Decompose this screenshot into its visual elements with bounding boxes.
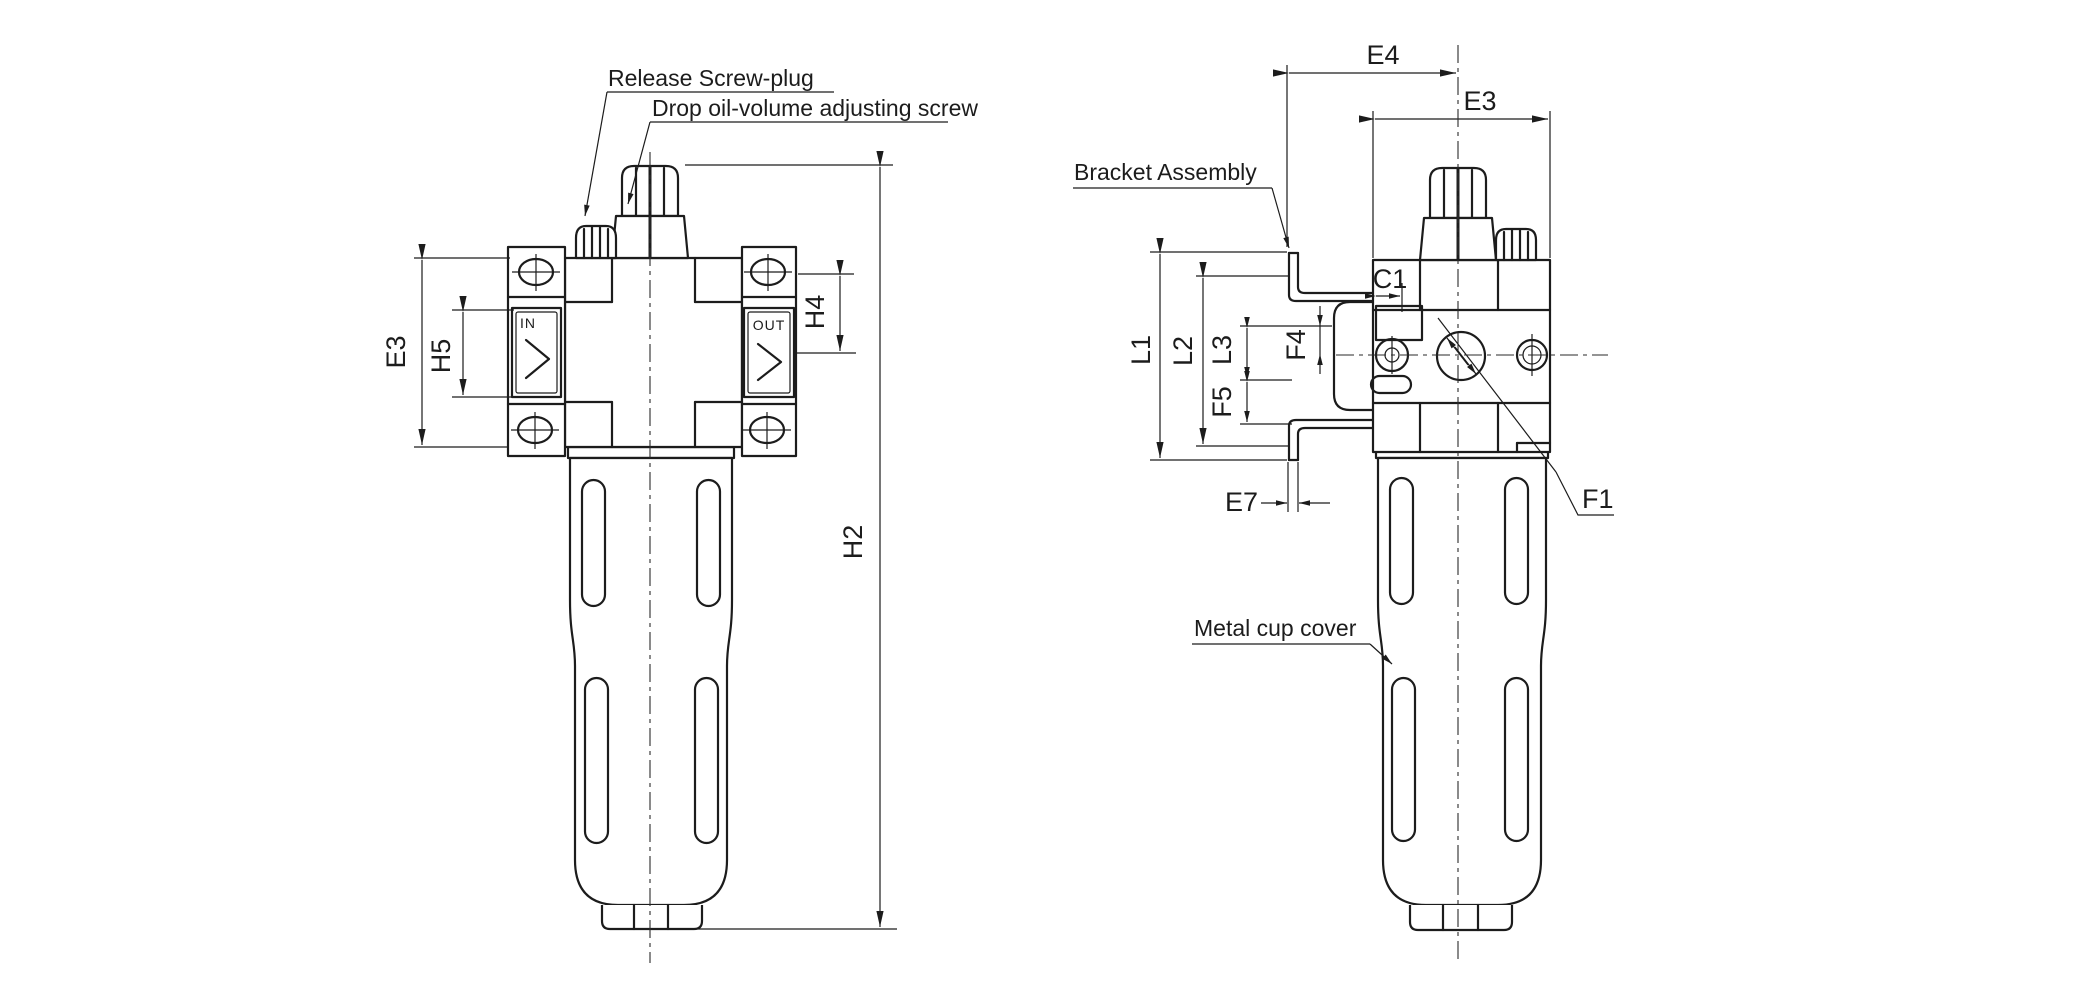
callout-drop-oil-adjusting-screw [628, 95, 978, 204]
dimension-f4 [1281, 306, 1320, 374]
dimension-label-e3-front: E3 [381, 335, 411, 369]
port-out-label: OUT [752, 317, 786, 333]
dimension-label-f4: F4 [1281, 329, 1311, 361]
callout-metal-cup-cover [1192, 615, 1392, 664]
dimension-label-c1: C1 [1372, 264, 1408, 294]
dimension-f5 [1207, 382, 1292, 424]
dimension-h4 [794, 274, 856, 353]
dimension-label-l1: L1 [1126, 334, 1156, 366]
svg-text:Metal cup cover: Metal cup cover [1194, 615, 1357, 641]
body [565, 258, 742, 447]
dimension-label-h2: H2 [838, 524, 868, 560]
dimension-label-e7: E7 [1224, 487, 1258, 517]
metal-cup-cover-shape [1378, 458, 1546, 905]
dimension-e7 [1225, 462, 1330, 517]
mounting-flange-left [508, 247, 565, 456]
svg-text:Bracket Assembly: Bracket Assembly [1074, 159, 1257, 185]
drain-plug [602, 905, 702, 929]
bowl [568, 447, 734, 929]
front-view [381, 65, 978, 963]
svg-text:Drop oil-volume adjusting scre: Drop oil-volume adjusting screw [652, 95, 978, 121]
dimension-label-h4: H4 [800, 294, 830, 330]
callout-bracket-assembly [1073, 159, 1289, 248]
bowl-side [1376, 447, 1548, 930]
dimension-label-f5: F5 [1207, 386, 1237, 418]
svg-text:Release Screw-plug: Release Screw-plug [608, 65, 814, 91]
dimension-label-l3: L3 [1207, 334, 1237, 366]
release-knob [576, 226, 616, 258]
release-knob-side [1496, 229, 1536, 260]
port-in-label: IN [520, 315, 536, 331]
dimension-l3 [1207, 326, 1332, 380]
mounting-flange-right [742, 247, 796, 456]
dimension-label-l2: L2 [1168, 335, 1198, 367]
dimension-label-h5: H5 [426, 338, 456, 374]
drain-plug [1410, 905, 1512, 930]
dimension-h5 [426, 310, 514, 397]
dimension-label-e3-side: E3 [1463, 86, 1497, 116]
dimension-label-e4: E4 [1366, 40, 1400, 70]
dimension-label-f1: F1 [1582, 484, 1614, 514]
side-view [1073, 40, 1614, 963]
adjusting-screw-cap [612, 166, 688, 258]
